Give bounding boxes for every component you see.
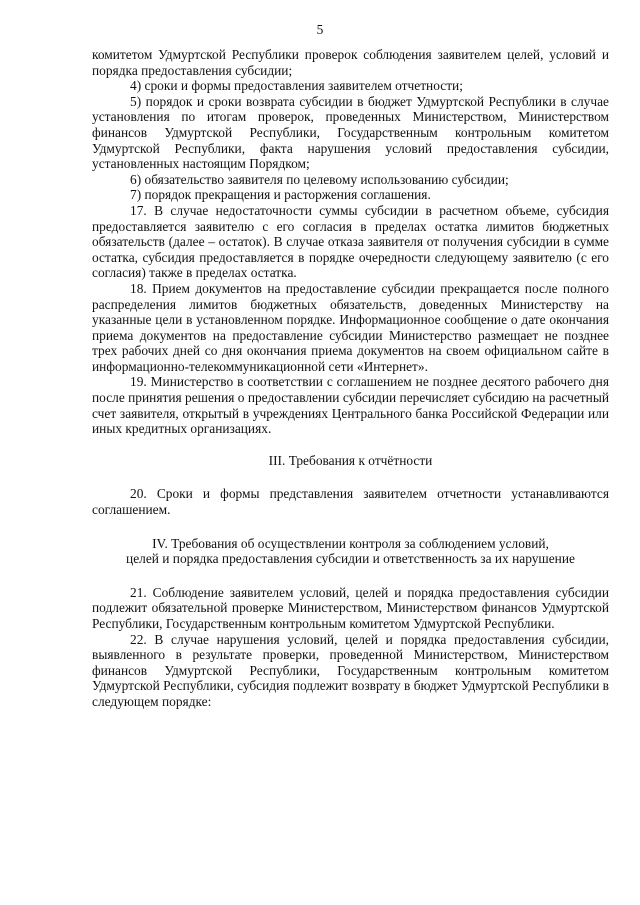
paragraph-21: 21. Соблюдение заявителем условий, целей и порядка предоставления субсидии подлежит обязательной проверке Министерством, Министерством финансов Удмуртской Республики, Государственным контрольным комитетом Удмуртской Республики. [92, 584, 609, 631]
section-heading-4-line-1: IV. Требования об осуществлении контроля за соблюдением условий, [152, 535, 549, 551]
paragraph-20: 20. Сроки и формы представления заявителем отчетности устанавливаются соглашением. [92, 486, 609, 518]
paragraph-17: 17. В случае недостаточности суммы субсидии в расчетном объеме, субсидия предоставляется заявителю с его согласия в пределах остатка лимитов бюджетных обязательств (далее – остаток). В случае отказа заявителя от получения субсидии в сумме остатка, субсидия предоставляется в порядке очередности следующему заявителю (с его согласия) также в пределах остатка. [92, 202, 609, 281]
paragraph-continuation: комитетом Удмуртской Республики проверок соблюдения заявителем целей, условий и порядка предоставления субсидии; [92, 47, 609, 78]
paragraph-18: 18. Прием документов на предоставление субсидии прекращается после полного распределения лимитов бюджетных обязательств, доведенных Министерству на указанные цели в установленном порядке. Информационное сообщение о дате окончания приема документов на предоставление субсидии Министерство размещает не позднее трех рабочих дней со дня окончания приема документов на своем официальном сайте в информационно-телекоммуникационной сети «Интернет». [92, 280, 609, 374]
list-item-4: 4) сроки и формы предоставления заявителем отчетности; [130, 78, 463, 94]
list-item-6: 6) обязательство заявителя по целевому использованию субсидии; [130, 171, 509, 187]
document-body [92, 47, 609, 710]
section-heading-3: III. Требования к отчётности [268, 452, 433, 468]
paragraph-19: 19. Министерство в соответствии с соглашением не позднее десятого рабочего дня после принятия решения о предоставлении субсидии перечисляет субсидию на расчетный счет заявителя, открытый в учреждениях Центрального банка Российской Федерации или иных кредитных организациях. [92, 374, 609, 437]
page-number: 5 [316, 22, 324, 37]
paragraph-22: 22. В случае нарушения условий, целей и порядка предоставления субсидии, выявленного в результате проверки, проведенной Министерством, Министерством финансов Удмуртской Республики, Государственным контрольным комитетом Удмуртской Республики, субсидия подлежит возврату в бюджет Удмуртской Республики в следующем порядке: [92, 631, 609, 709]
list-item-7: 7) порядок прекращения и расторжения соглашения. [130, 187, 431, 203]
section-heading-4-line-2: целей и порядка предоставления субсидии и ответственность за их нарушение [126, 551, 575, 567]
list-item-5: 5) порядок и сроки возврата субсидии в бюджет Удмуртской Республики в случае установления по итогам проверок, проведенных Министерством, Министерством финансов Удмуртской Республики, Государственным контрольным комитетом Удмуртской Республики, факта нарушения условий предоставления субсидии, установленных настоящим Порядком; [92, 93, 609, 172]
